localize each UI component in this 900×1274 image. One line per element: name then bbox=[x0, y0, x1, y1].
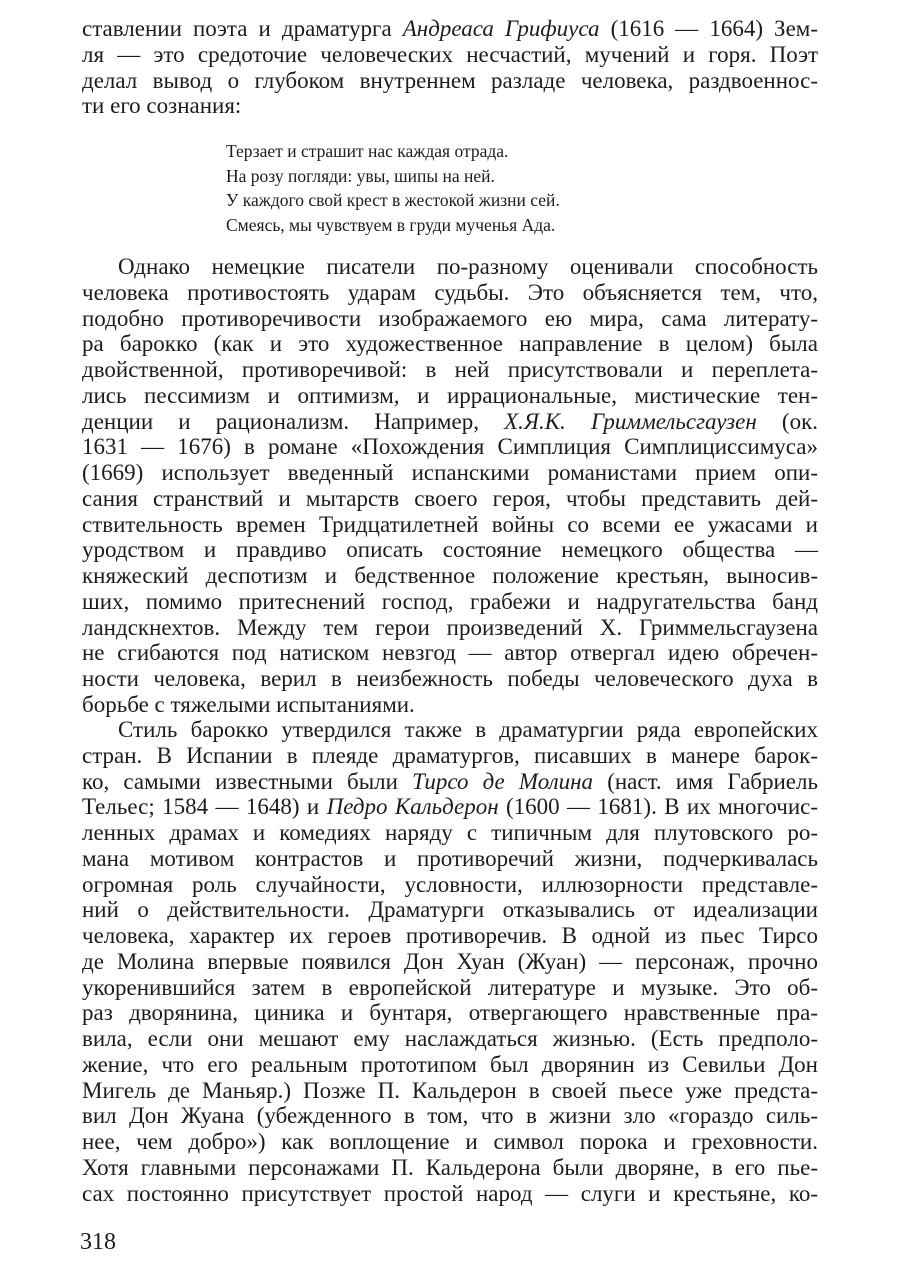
text-line: вила, если они мешают ему наслаждаться жизнью. (Есть предполо- bbox=[82, 1026, 818, 1051]
text-line: подобно противоречивости изображаемого ею мира, сама литерату- bbox=[82, 305, 818, 331]
page-number: 318 bbox=[80, 1229, 116, 1255]
text-line: лись пессимизм и оптимизм, и иррациональные, мистические тен- bbox=[82, 382, 818, 408]
text-line: княжеский деспотизм и бедственное положение крестьян, выносив- bbox=[82, 563, 818, 588]
text-line: ландскнехтов. Между тем герои произведений Х. Гриммельсгаузена bbox=[82, 614, 818, 640]
text-line: Хотя главными персонажами П. Кальдерона были дворяне, в его пье- bbox=[82, 1154, 818, 1180]
text-line: мана мотивом контрастов и противоречий жизни, подчеркивалась bbox=[82, 845, 818, 871]
verse-line: На розу погляди: увы, шипы на ней. bbox=[226, 165, 495, 186]
text-line: ности человека, верил в неизбежность победы человеческого духа в bbox=[82, 666, 818, 691]
text-line: ля — это средоточие человеческих несчастий, мучений и горя. Поэт bbox=[82, 41, 818, 67]
text-line: сания странствий и мытарств своего героя, чтобы представить дей- bbox=[82, 485, 818, 511]
author-name: Андреаса Грифиуса bbox=[402, 16, 600, 41]
author-name: Педро Кальдерон bbox=[326, 794, 499, 820]
verse-line: Смеясь, мы чувствуем в груди мученья Ада. bbox=[226, 214, 556, 235]
text-line: ра барокко (как и это художественное направление в целом) была bbox=[82, 331, 818, 357]
text-line: Однако немецкие писатели по-разному оценивали способность bbox=[118, 254, 818, 279]
text-line: человека противостоять ударам судьбы. Это объясняется тем, что, bbox=[82, 279, 818, 305]
text-line: раз дворянина, циника и бунтаря, отвергающего нравственные пра- bbox=[82, 1000, 818, 1026]
text-line: огромная роль случайности, условности, иллюзорности представле- bbox=[82, 871, 818, 897]
verse-line: У каждого свой крест в жестокой жизни сей. bbox=[226, 190, 560, 210]
text-line: ко, самыми известными были Тирсо де Молина (наст. имя Габриель bbox=[82, 768, 818, 794]
text-line: стран. В Испании в плеяде драматургов, писавших в манере барок- bbox=[82, 742, 818, 768]
text-line: Мигель де Маньяр.) Позже П. Кальдерон в своей пьесе уже предста- bbox=[82, 1077, 818, 1103]
verse-line: Терзает и страшит нас каждая отрада. bbox=[226, 141, 509, 161]
text-line: ний о действительности. Драматурги отказывались от идеализации bbox=[82, 897, 818, 923]
text-line: Тельес; 1584 — 1648) и Педро Кальдерон (1600 — 1681). В их многочис- bbox=[82, 794, 818, 820]
author-name: Тирсо де Молина bbox=[412, 768, 594, 794]
text-line: делал вывод о глубоком внутреннем разладе человека, раздвоеннос- bbox=[82, 67, 818, 93]
text-line: укоренившийся затем в европейской литературе и музыке. Это об- bbox=[82, 974, 818, 1000]
text-line: 1631 — 1676) в романе «Похождения Симплиция Симплициссимуса» bbox=[82, 434, 818, 460]
text-line: сах постоянно присутствует простой народ — слуги и крестьяне, ко- bbox=[82, 1180, 818, 1206]
text-line: (1669) использует введенный испанскими романистами прием опи- bbox=[82, 460, 818, 485]
text-line: ленных драмах и комедиях наряду с типичным для плутовского ро- bbox=[82, 820, 818, 845]
text-line: не сгибаются под натиском невзгод — автор отвергал идею обречен- bbox=[82, 640, 818, 666]
text-line: человека, характер их героев противоречив. В одной из пьес Тирсо bbox=[82, 923, 818, 948]
text-line: жение, что его реальным прототипом был дворянин из Севильи Дон bbox=[82, 1051, 818, 1077]
text-line: ти его сознания: bbox=[82, 93, 242, 119]
text-line: двойственной, противоречивой: в ней присутствовали и переплета- bbox=[82, 357, 818, 382]
text-line: ших, помимо притеснений господ, грабежи и надругательства банд bbox=[82, 588, 818, 614]
text-line: ствительность времен Тридцатилетней войны со всеми ее ужасами и bbox=[82, 511, 818, 537]
text-line: Стиль барокко утвердился также в драматургии ряда европейских bbox=[118, 717, 818, 742]
author-name: Х.Я.К. Гриммельсгаузен bbox=[504, 408, 757, 434]
text-line: денции и рационализм. Например, Х.Я.К. Гриммельсгаузен (ок. bbox=[82, 408, 819, 434]
text-line: де Молина впервые появился Дон Хуан (Жуан) — персонаж, прочно bbox=[82, 948, 818, 974]
text-line: вил Дон Жуана (убежденного в том, что в жизни зло «гораздо силь- bbox=[82, 1103, 818, 1129]
text-line: нее, чем добро») как воплощение и символ порока и греховности. bbox=[82, 1129, 818, 1154]
text-line: борьбе с тяжелыми испытаниями. bbox=[82, 691, 415, 717]
text-line: ставлении поэта и драматурга Андреаса Грифиуса (1616 — 1664) Зем- bbox=[82, 16, 818, 41]
text-line: уродством и правдиво описать состояние немецкого общества — bbox=[82, 537, 818, 563]
